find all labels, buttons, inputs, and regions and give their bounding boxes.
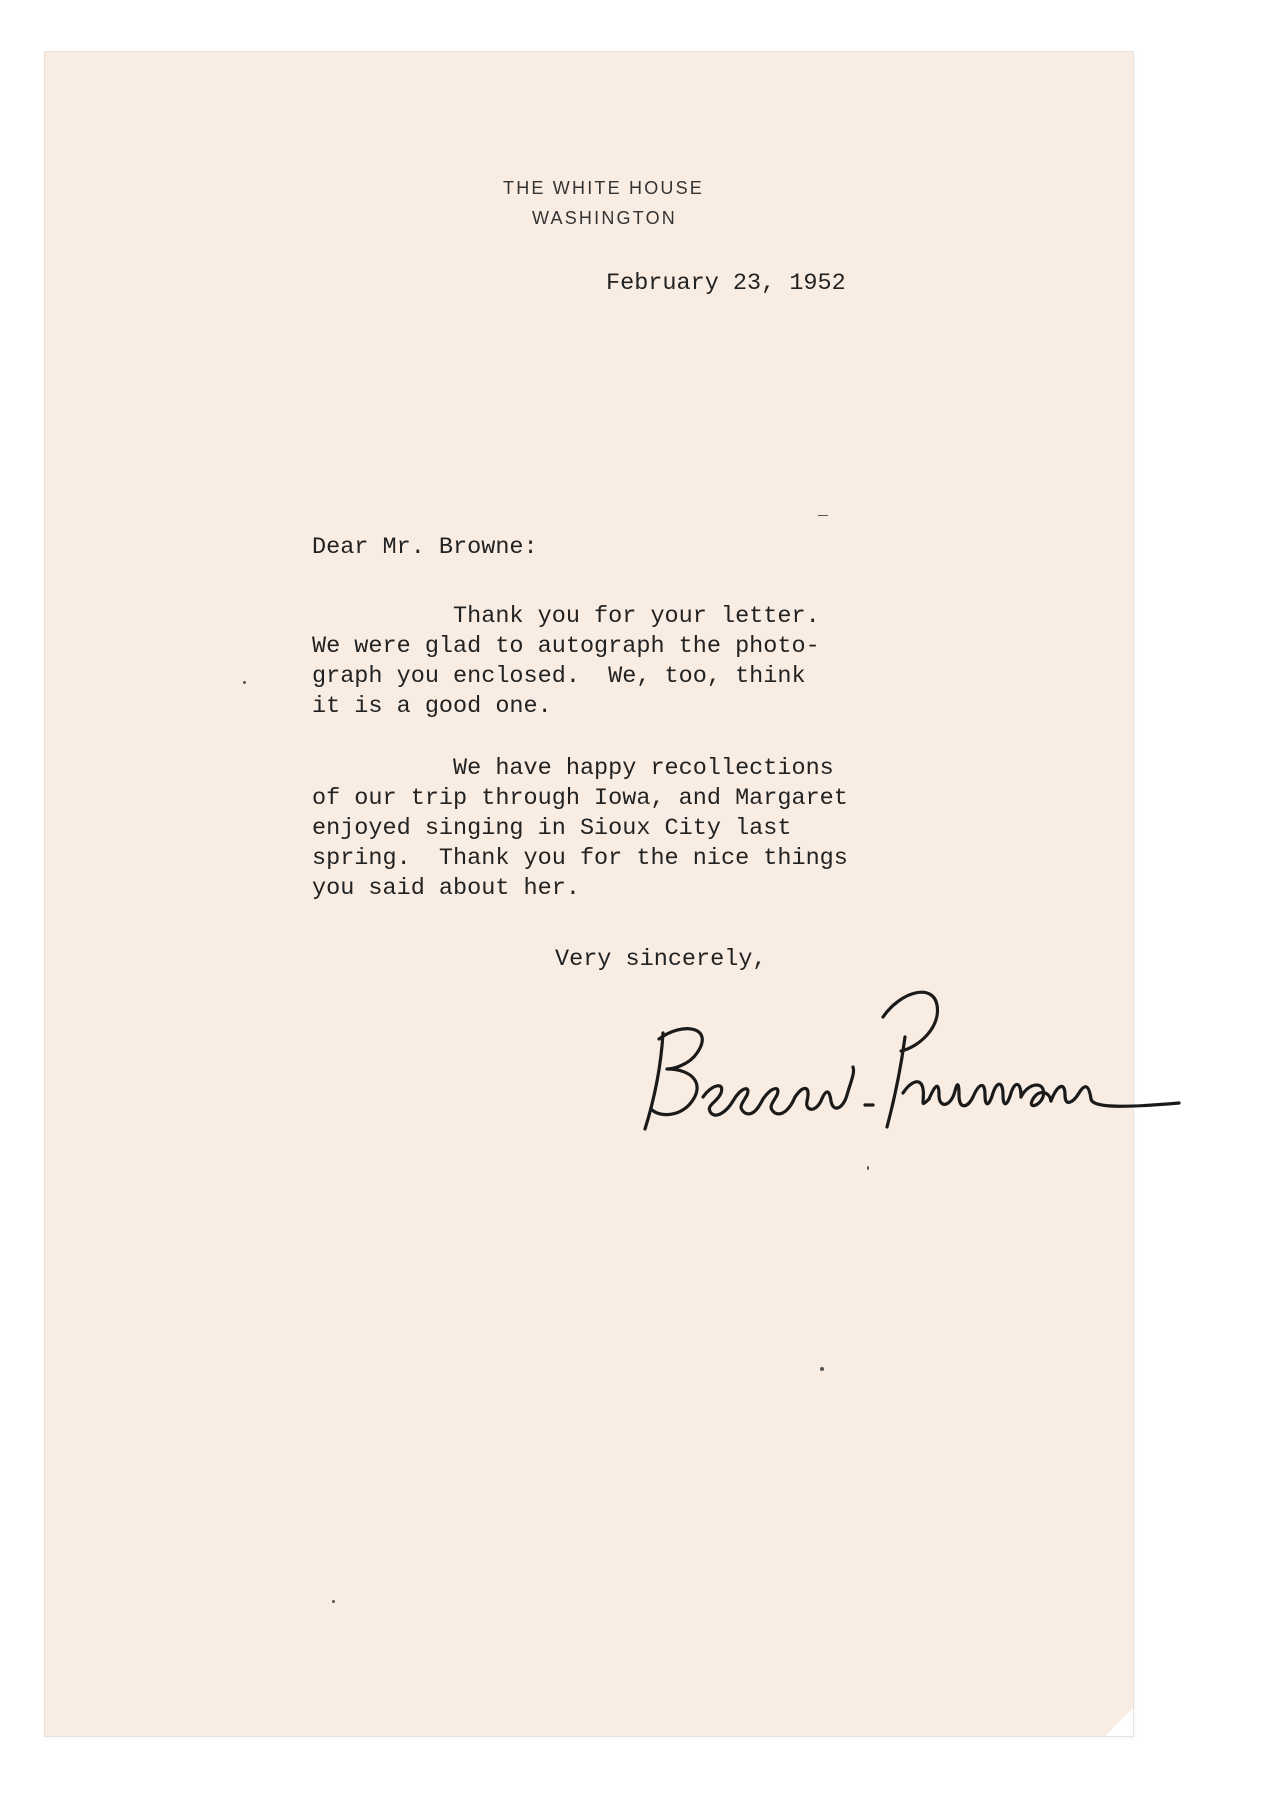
paper-speck <box>243 681 246 684</box>
paper-speck <box>332 1600 335 1603</box>
body-paragraph-2: We have happy recollections of our trip through Iowa, and Margaret enjoyed singing in Sioux City last spring. Thank you for the nice things you said about her. <box>312 755 848 902</box>
salutation: Dear Mr. Browne: <box>312 534 538 561</box>
paper-corner <box>1107 1706 1133 1736</box>
letterhead-title: THE WHITE HOUSE <box>503 178 705 198</box>
letter-paper <box>45 52 1133 1736</box>
paper-speck <box>820 1367 824 1371</box>
paper-speck <box>867 1166 869 1170</box>
body-paragraph-1: Thank you for your letter. We were glad to autograph the photo- graph you enclosed. We, too, think it is a good one. <box>312 603 820 720</box>
closing: Very sincerely, <box>555 946 767 973</box>
handwritten-signature <box>633 977 1193 1167</box>
paper-speck <box>818 515 828 516</box>
letterhead-location: WASHINGTON <box>532 208 678 228</box>
letter-date: February 23, 1952 <box>606 270 846 297</box>
